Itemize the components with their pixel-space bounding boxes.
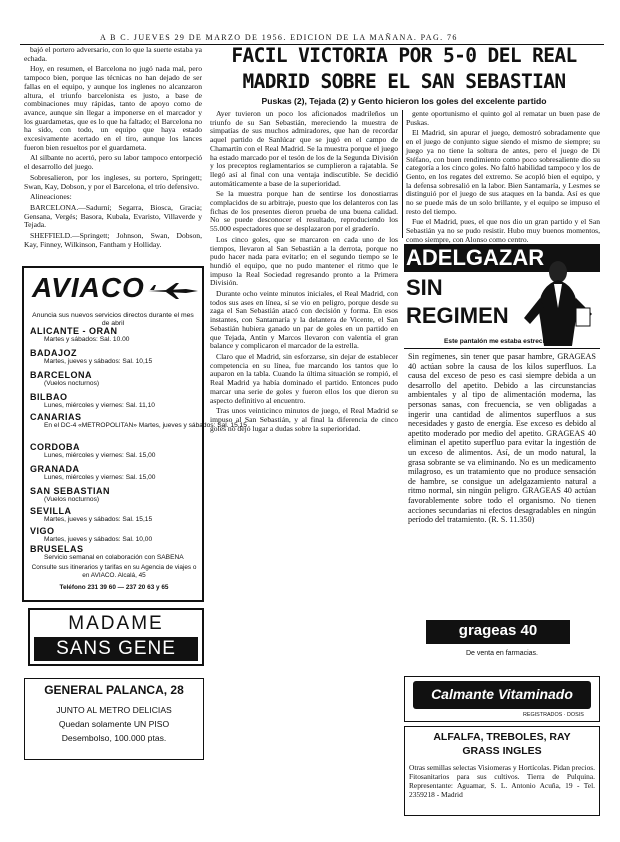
adelgazar-caption: Este pantalón me estaba estrecho <box>444 338 551 345</box>
alfalfa-title-line2: GRASS INGLES <box>462 745 542 757</box>
aviaco-logo: AVIACO <box>32 272 145 303</box>
column-rule <box>402 110 403 238</box>
aviaco-phone: Teléfono 231 39 60 — 237 20 63 y 65 <box>59 584 169 591</box>
palanca-line2: Quedan solamente UN PISO <box>58 719 170 729</box>
aviaco-route <box>30 412 247 429</box>
article-paragraph: Claro que el Madrid, sin esforzarse, sin dejar de establecer competencia en su línea, fue marcando los tantos que lo auparon en la tabla. Cuando la última situación se rompió, el Real Madrid ya había dominado el partido. Entonces pudo marcar una serie de goles y fueron ellos los que dieron su aspecto definitivo al encuentro. <box>210 351 398 405</box>
adelgazar-body: Sin regímenes, sin tener que pasar hambre, GRAGEAS 40 actúan sobre la causa de los kilos superfluos. La causa del exceso de peso es casi siempre debida a un desarrollo del apetito. Debido a las circunstancias ambientales y al tipo de alimentación moderna, las personas sanas, con frecuencia, se ven obligadas a ingerir una cantidad de alimentos superfluos a sus necesidades y gasto de energía. Ese exceso es debido al apetito moderado por medio del apetito. GRAGEAS 40 eliminan el apetito superfluo para evitar la ingestión de un exceso de alimentos. Así, de un modo natural, la grasa sobrante se va eliminando. No es un medicamento milagroso, es un tratamiento que no produce sensación de hambre, se consigue un adelgazamiento natural a ritmo normal, sin ningún peligro. GRAGEAS 40 actúan favorablemente sobre todo el organismo. No tienen acciones secundarias ni efectos desagradables en ningún período del tratamiento. (R. S. 11.350) <box>408 352 596 525</box>
madame-ad <box>28 608 204 666</box>
grageas-brand-box <box>426 620 570 644</box>
aviaco-route-city: CANARIAS <box>30 412 82 422</box>
sans-gene-title: SANS GENE <box>34 637 198 661</box>
palanca-line3: Desembolso, 100.000 ptas. <box>61 733 167 743</box>
aviaco-route-city: BRUSELAS <box>30 544 84 554</box>
calmante-reg: REGISTRADOS · DOSIS <box>523 712 584 718</box>
article-paragraph: Se la muestra porque han de sentirse los donostiarras complacidos de su arbitraje, puesto que los delanteros con las fichas de los presentes dieron prueba de una buena calidad. No se puede desconocer el resultado, reproduciendo los 55.000 espectadores que se desplazaron por el graderío. <box>210 189 398 234</box>
aviaco-route <box>30 348 206 365</box>
article-paragraph: gente oportunismo el quinto gol al rematar un buen pase de Puskas. <box>406 109 600 127</box>
aviaco-tagline: Anuncia sus nuevos servicios directos durante el mes de abril <box>32 312 194 327</box>
aviaco-route-city: GRANADA <box>30 464 80 474</box>
calmante-brand: Calmante Vitaminado <box>431 686 573 702</box>
headline-line2: MADRID SOBRE EL SAN SEBASTIAN <box>242 70 566 93</box>
article-paragraph: El Madrid, sin apurar el juego, demostró sobradamente que en el juego de conjunto sigue siendo el mismo de siempre; su juego ya no tiene la soltura de antes, pero el juego de Di Stéfano, con buen rendimiento como poco sobresaliente dio su categoría a los cinco goles. No faltó habilidad tampoco y los de Gento, en los regates del extremo. Se acopló bien el equipo, y la defensa sobresalió en la labor. Bien Santamaría, y Lesmes se distinguió por el juego de sus ataques en la banda. Así es que no se puede más de un solo brillante, y el equipo se impuso el resto del tiempo. <box>406 128 600 216</box>
aviaco-route <box>30 370 206 387</box>
madame-title: MADAME <box>68 613 164 634</box>
aviaco-route-detail: Martes y sábados: Sal. 10.00 <box>44 336 130 343</box>
headline-line1: FACIL VICTORIA POR 5-0 DEL REAL <box>231 44 577 67</box>
article-paragraph: Ayer tuvieron un poco los aficionados madrileños un triunfo de su San Sebastián, mereciendo la muestra de simpatías de sus muchos admiradores, que han de recordar aquel partido de Sanlúcar que se jugó en el campo de Chamartín con el Real Madrid. Se la muestra porque el juego ha estado marcado por el tesón de los de la Segunda División y los preceptos reglamentarios se cumplieron a rajatabla. Se llegó así al final con una ventaja indiscutible. Se decidió automáticamente a base de la superioridad. <box>210 109 398 188</box>
headline-subhead: Puskas (2), Tejada (2) y Gento hicieron los goles del excelente partido <box>261 96 547 106</box>
article-paragraph: Fue el Madrid, pues, el que nos dio un gran partido y el San Sebastián ya no se pudo resistir. Hubo muy buenos momentos, como siempre, con Alonso como centro. <box>406 217 600 244</box>
article-paragraph: Tras unos veinticinco minutos de juego, el Real Madrid se impuso al San Sebastián, y al final la diferencia de cinco goles no dejó lugar a dudas sobre la superioridad. <box>210 406 398 433</box>
aviaco-route-detail: En el DC-4 «METROPOLITAN» Martes, jueves y sábados: Sal. 15,15 <box>44 422 247 429</box>
aviaco-route <box>30 526 206 543</box>
aviaco-route-detail: Martes, jueves y sábados: Sal. 10,15 <box>44 358 153 365</box>
left-column-paragraph: Alineaciones: <box>30 192 72 202</box>
aviaco-route-city: SEVILLA <box>30 506 72 516</box>
aviaco-footer-info: Consulte sus itinerarios y tarifas en su Agencia de viajes o en AVIACO. Alcalá, 45 <box>31 564 197 579</box>
aviaco-route <box>30 506 206 523</box>
left-column-text <box>24 46 202 266</box>
adelgazar-ad <box>404 238 600 712</box>
aviaco-route-city: BADAJOZ <box>30 348 78 358</box>
aviaco-route-detail: Martes, jueves y sábados: Sal. 10,00 <box>44 536 153 543</box>
adelgazar-headline: ADELGAZAR <box>406 245 545 270</box>
aviaco-route-city: VIGO <box>30 526 55 536</box>
aviaco-route-city: BARCELONA <box>30 370 92 380</box>
alfalfa-body: Otras semillas selectas Visiomeras y Hortícolas. Pidan precios. Fitosanitarios para sus cultivos. Tierra de Pulquina. Representante: Aguamar, S. L. Antonio Acuña, 19 - Tel. 2359218 - Madrid <box>409 763 595 799</box>
aviaco-route <box>30 392 206 409</box>
aviaco-route-city: CORDOBA <box>30 442 80 452</box>
calmante-ad <box>404 676 600 722</box>
adelgazar-footer: De venta en farmacias. <box>466 650 538 657</box>
alfalfa-ad <box>404 726 600 816</box>
running-head: A B C. JUEVES 29 DE MARZO DE 1956. EDICION DE LA MAÑANA. PAG. 76 <box>100 33 458 42</box>
adelgazar-rule <box>404 348 600 349</box>
aviaco-route-detail: Lunes, miércoles y viernes: Sal. 15,00 <box>44 452 156 459</box>
grageas-brand: grageas 40 <box>458 622 538 639</box>
aviaco-route-detail: Martes, jueves y sábados: Sal. 15,15 <box>44 516 153 523</box>
article-paragraph: Los cinco goles, que se marcaron en cada uno de los tiempos, llevaron al San Sebastián a la derrota, porque no pudo hacer nada para evitarlo; en el segundo tiempo se le hundió el equipo, que no pudo mantener el ritmo que le impuso la Real Sociedad regresando pronto a la Primera División. <box>210 234 398 288</box>
left-column-paragraph: Al silbante no acertó, pero su labor tampoco entorpeció el desarrollo del juego. <box>24 153 202 172</box>
aviaco-ad <box>22 266 247 602</box>
airplane-icon <box>146 282 200 300</box>
aviaco-route-detail: Servicio semanal en colaboración con SABENA <box>44 554 184 561</box>
aviaco-route-detail: (Vuelos nocturnos) <box>44 496 100 503</box>
left-column-paragraph: SHEFFIELD.—Springett; Johnson, Swan, Dobson, Kay, Finney, Wilkinson, Fantham y Holliday. <box>24 231 202 249</box>
aviaco-route <box>30 464 206 481</box>
alfalfa-title-line1: ALFALFA, TREBOLES, RAY <box>433 731 571 743</box>
palanca-title: GENERAL PALANCA, 28 <box>44 683 184 697</box>
left-column-paragraph: BARCELONA.—Sadurní; Segarra, Biosca, Gracia; Gensana, Vergés; Basora, Kubala, Evaristo, Villaverde y Tejada. <box>24 202 202 230</box>
aviaco-route <box>30 486 206 503</box>
left-column-paragraph: Hoy, en resumen, el Barcelona no jugó nada mal, pero tampoco bien, porque las técnicas no han dejado de ser fallas en el equipo, y aunque los inglenes no alcanzaron altura, el triunfo barcelonista es justo, a base de combinaciones muy rápidas, tanto de apoyo como de avance, aunque sin llegar a imponerse en el marcador y los guardametas, que es lo que ha faltado; el Barcelona no ha sido, con todo, un equipo que haya estado excesivamente acertado en el tiro, aunque los lances fueron bien resueltos por el guardameta. <box>24 64 202 152</box>
man-illustration-icon <box>514 258 600 346</box>
aviaco-route-detail: Lunes, miércoles y viernes: Sal. 15,00 <box>44 474 156 481</box>
regimen-headline: REGIMEN <box>406 303 509 328</box>
left-column-paragraph: bajó el portero adversario, con lo que la suerte estaba ya echada. <box>24 45 202 63</box>
aviaco-route <box>30 544 206 561</box>
aviaco-route <box>30 326 206 343</box>
aviaco-route-city: BILBAO <box>30 392 68 402</box>
article-paragraph: Durante ocho veinte minutos iniciales, el Real Madrid, con todos sus ases en línea, sí se vio en peligro, porque desde su zaga el San Sebastián atacó con decisión y forma. En esos instantes, con Santamaría y la delantera de Vicente, el San Sebastián hubiera ganado un par de goles en un partido en que Tejada, Antín y Marcos llevaron con valentía el gran balance y complicaron el marcador de la estrella. <box>210 289 398 351</box>
left-column-paragraph: Sobresalieron, por los ingleses, su portero, Springett; Swan, Kay, Dobson, y por el Barcelona, el trío defensivo. <box>24 172 202 191</box>
article-column-1 <box>210 110 398 830</box>
aviaco-route-city: ALICANTE - ORAN <box>30 326 118 336</box>
aviaco-logo-block <box>28 270 198 312</box>
article-column-2 <box>406 109 600 244</box>
aviaco-route-city: SAN SEBASTIAN <box>30 486 111 496</box>
aviaco-route-detail: Lunes, miércoles y viernes: Sal. 11,10 <box>44 402 155 409</box>
aviaco-route-detail: (Vuelos nocturnos) <box>44 380 100 387</box>
sin-headline: SIN <box>406 275 443 300</box>
palanca-line1: JUNTO AL METRO DELICIAS <box>56 705 172 715</box>
palanca-ad <box>24 678 204 760</box>
aviaco-route <box>30 442 206 459</box>
